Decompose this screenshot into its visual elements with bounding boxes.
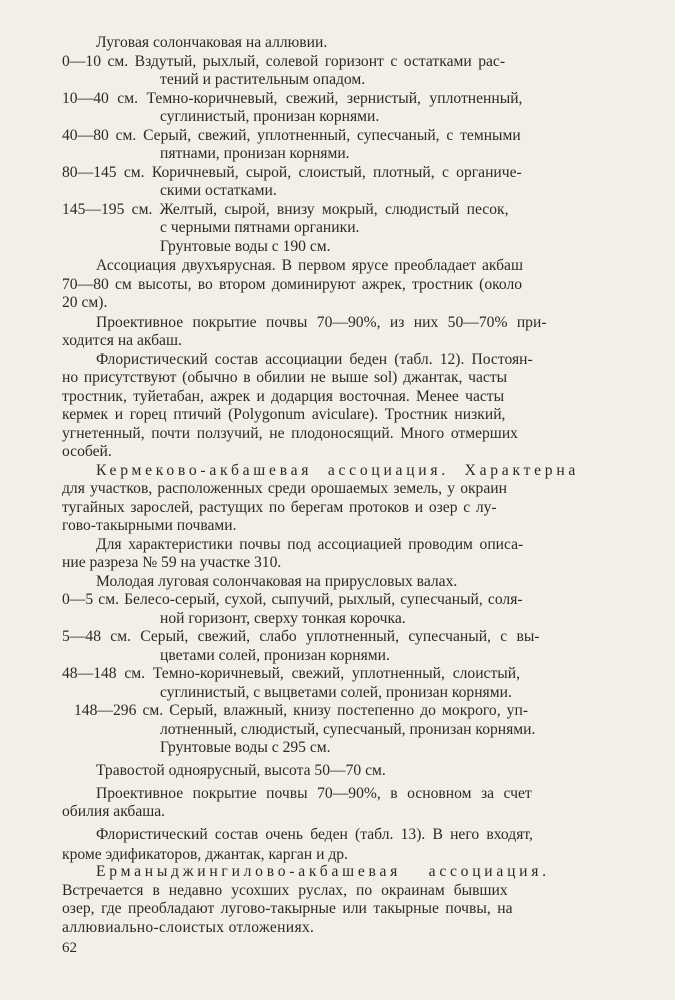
text-line: Флористический состав очень беден (табл. 13). В него входят, [96, 826, 533, 843]
text-line: 0—10 см. Вздутый, рыхлый, солевой горизонт с остатками рас- [62, 53, 506, 70]
text-line: но присутствуют (обычно в обилии не выше sol) джантак, часты [62, 369, 508, 386]
text-line: тений и растительным опадом. [160, 71, 366, 88]
text-line: 20 см). [62, 294, 108, 311]
text-line: цветами солей, пронизан корнями. [160, 647, 390, 664]
text-line: Для характеристики почвы под ассоциацией проводим описа- [96, 536, 524, 553]
text-line: Грунтовые воды с 190 см. [160, 238, 331, 255]
text-line: 40—80 см. Серый, свежий, уплотненный, супесчаный, с темными [62, 127, 521, 144]
text-line: тростник, туйетабан, ажрек и додарция восточная. Менее часты [62, 388, 505, 405]
text-line: скими остатками. [160, 182, 277, 199]
text-line: ние разреза № 59 на участке 310. [62, 554, 282, 571]
page-number: 62 [62, 940, 77, 956]
text-line: 48—148 см. Темно-коричневый, свежий, уплотненный, слоистый, [62, 665, 521, 682]
text-line: кермек и горец птичий (Polygonum aviculare). Тростник низкий, [62, 406, 506, 423]
text-line: Флористический состав ассоциации беден (табл. 12). Постоян- [96, 351, 533, 368]
text-line: с черными пятнами органики. [160, 219, 360, 236]
text-line: кроме эдификаторов, джантак, карган и др. [62, 846, 348, 863]
text-line: Кермеково-акбашевая ассоциация. Характерна [96, 462, 580, 479]
text-line: обилия акбаша. [62, 803, 166, 820]
text-line: 70—80 см высоты, во втором доминируют ажрек, тростник (около [62, 276, 523, 293]
text-line: Проективное покрытие почвы 70—90%, в основном за счет [96, 785, 532, 802]
text-line: Ассоциация двухъярусная. В первом ярусе преобладает акбаш [96, 257, 523, 274]
text-line: 5—48 см. Серый, свежий, слабо уплотненный, супесчаный, с вы- [62, 628, 540, 645]
text-line: Встречается в недавно усохших руслах, по окраинам бывших [62, 882, 508, 899]
text-line: 145—195 см. Желтый, сырой, внизу мокрый, слюдистый песок, [62, 201, 509, 218]
text-line: аллювиально-слоистых отложениях. [62, 919, 315, 936]
text-line: 148—296 см. Серый, влажный, книзу постепенно до мокрого, уп- [74, 702, 529, 719]
text-line: озер, где преобладают лугово-такырные или такырные почвы, на [62, 900, 513, 917]
text-line: 80—145 см. Коричневый, сырой, слоистый, плотный, с органиче- [62, 164, 522, 181]
text-line: для участков, расположенных среди орошаемых земель, у окраин [62, 480, 507, 497]
text-line: гово-такырными почвами. [62, 517, 237, 534]
text-line: суглинистый, пронизан корнями. [160, 108, 380, 125]
text-line: Молодая луговая солончаковая на прирусловых валах. [96, 573, 458, 590]
text-line: особей. [62, 443, 112, 460]
text-line: лотненный, слюдистый, супесчаный, пронизан корнями. [160, 721, 536, 738]
text-line: Проективное покрытие почвы 70—90%, из них 50—70% при- [96, 314, 547, 331]
text-line: суглинистый, с выцветами солей, пронизан корнями. [160, 684, 512, 701]
text-line: угнетенный, почти ползучий, не плодоносящий. Много отмерших [62, 425, 518, 442]
text-line: ходится на акбаш. [62, 332, 182, 349]
text-line: пятнами, пронизан корнями. [160, 145, 350, 162]
text-line: 0—5 см. Белесо-серый, сухой, сыпучий, рыхлый, супесчаный, соля- [62, 591, 523, 608]
text-line: тугайных зарослей, растущих по берегам протоков и озер с лу- [62, 499, 497, 516]
text-line: Травостой одноярусный, высота 50—70 см. [96, 762, 386, 779]
text-line: ной горизонт, сверху тонкая корочка. [160, 610, 406, 627]
text-line: Ерманыджингилово-акбашевая ассоциация. [96, 863, 550, 880]
text-line: Грунтовые воды с 295 см. [160, 739, 331, 756]
text-line: Луговая солончаковая на аллювии. [96, 34, 328, 51]
text-line: 10—40 см. Темно-коричневый, свежий, зернистый, уплотненный, [62, 90, 523, 107]
